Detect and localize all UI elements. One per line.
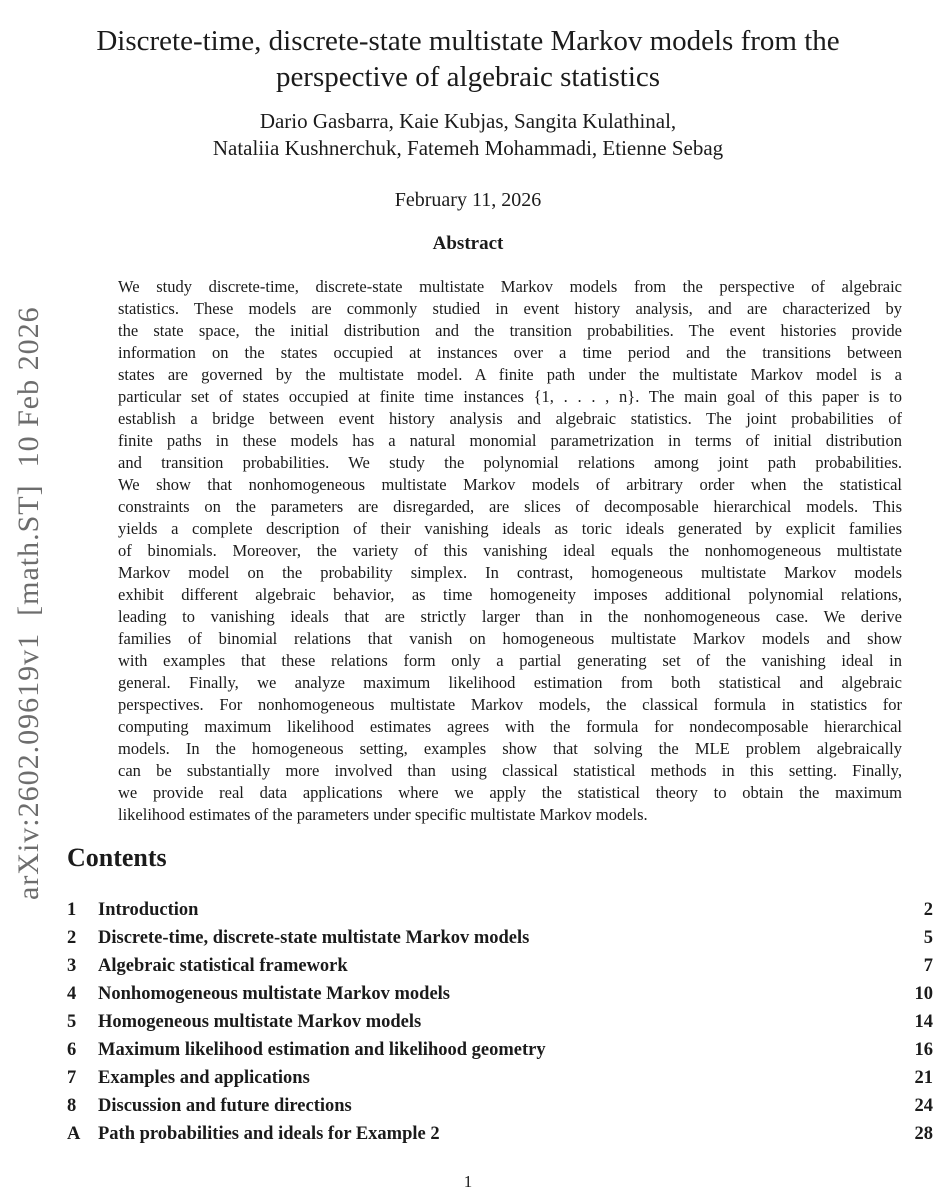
toc-entry-page: 16 — [914, 1040, 933, 1060]
toc-entry-number: 1 — [67, 900, 77, 920]
toc-entry — [67, 924, 933, 952]
abstract-line: can be substantially more involved than using classical statistical methods in this setting. Finally, — [118, 761, 902, 780]
toc-entry-title: Introduction — [98, 900, 199, 920]
abstract-line: yields a complete description of their vanishing ideals as toric ideals generated by explicit families — [118, 519, 902, 538]
paper-date: February 11, 2026 — [394, 189, 542, 211]
toc-entry — [67, 896, 933, 924]
abstract-line: with examples that these relations form only a partial generating set of the vanishing ideal in — [118, 651, 902, 670]
table-of-contents — [67, 896, 933, 1148]
paper-title-line: Discrete-time, discrete-state multistate Markov models from the — [96, 25, 840, 58]
abstract-line: Markov model on the probability simplex. In contrast, homogeneous multistate Markov models — [118, 563, 902, 582]
abstract-line: exhibit different algebraic behavior, as time homogeneity imposes additional polynomial relations, — [118, 585, 902, 604]
toc-entry-number: A — [67, 1124, 81, 1144]
toc-entry — [67, 1008, 933, 1036]
contents-heading: Contents — [67, 843, 167, 872]
toc-entry-page: 14 — [914, 1012, 933, 1032]
abstract-line: of binomials. Moreover, the variety of this vanishing ideal equals the nonhomogeneous multistate — [118, 541, 902, 560]
page-number: 1 — [463, 1172, 473, 1191]
toc-entry-page: 7 — [923, 956, 933, 976]
toc-entry-number: 3 — [67, 956, 77, 976]
abstract-line: computing maximum likelihood estimates agrees with the formula for nondecomposable hierarchical — [118, 717, 902, 736]
paper-title — [0, 23, 936, 95]
toc-entry-number: 5 — [67, 1012, 77, 1032]
abstract-line: finite paths in these models has a natural monomial parametrization in terms of initial distribution — [118, 431, 902, 450]
abstract-line: perspectives. For nonhomogeneous multistate Markov models, the classical formula in statistics for — [118, 695, 902, 714]
toc-entry-title: Examples and applications — [98, 1068, 310, 1088]
toc-entry-page: 24 — [914, 1096, 933, 1116]
abstract-line: families of binomial relations that vanish on homogeneous multistate Markov models and show — [118, 629, 902, 648]
abstract-line: We show that nonhomogeneous multistate Markov models of arbitrary order when the statistical — [118, 475, 902, 494]
toc-entry — [67, 1036, 933, 1064]
paper-author-line: Dario Gasbarra, Kaie Kubjas, Sangita Kulathinal, — [259, 109, 677, 133]
toc-entry-title: Nonhomogeneous multistate Markov models — [98, 984, 451, 1004]
toc-entry-page: 21 — [914, 1068, 933, 1088]
toc-entry-title: Path probabilities and ideals for Example 2 — [98, 1124, 440, 1144]
toc-entry-page: 5 — [923, 928, 933, 948]
abstract-line: information on the states occupied at instances over a time period and the transitions between — [118, 343, 902, 362]
abstract-line: constraints on the parameters are disregarded, are slices of decomposable hierarchical models. This — [118, 497, 902, 516]
toc-entry-number: 4 — [67, 984, 77, 1004]
toc-entry — [67, 1092, 933, 1120]
toc-entry-title: Discrete-time, discrete-state multistate Markov models — [98, 928, 530, 948]
toc-entry-page: 10 — [914, 984, 933, 1004]
paper-author-line: Nataliia Kushnerchuk, Fatemeh Mohammadi, Etienne Sebag — [212, 136, 724, 160]
abstract-line: statistics. These models are commonly studied in event history analysis, and are characterized by — [118, 299, 902, 318]
toc-entry — [67, 980, 933, 1008]
abstract-line: we provide real data applications where we apply the statistical theory to obtain the maximum — [118, 783, 902, 802]
toc-entry-page: 2 — [923, 900, 933, 920]
abstract-line: leading to vanishing ideals that are strictly larger than in the nonhomogeneous case. We derive — [118, 607, 902, 626]
toc-entry-number: 2 — [67, 928, 77, 948]
abstract-text — [118, 276, 902, 826]
abstract-line: We study discrete-time, discrete-state multistate Markov models from the perspective of algebraic — [118, 277, 902, 296]
toc-entry-number: 7 — [67, 1068, 77, 1088]
toc-entry-number: 6 — [67, 1040, 77, 1060]
abstract-line: the state space, the initial distribution and the transition probabilities. The event histories provide — [118, 321, 902, 340]
abstract-heading: Abstract — [432, 233, 504, 254]
toc-entry — [67, 952, 933, 980]
toc-entry-page: 28 — [914, 1124, 933, 1144]
toc-entry-number: 8 — [67, 1096, 77, 1116]
toc-entry-title: Maximum likelihood estimation and likelihood geometry — [98, 1040, 546, 1060]
paper-authors — [0, 108, 936, 162]
toc-entry — [67, 1120, 933, 1148]
toc-entry-title: Homogeneous multistate Markov models — [98, 1012, 422, 1032]
abstract-line: establish a bridge between event history analysis and algebraic statistics. The joint probabilities of — [118, 409, 902, 428]
abstract-line: states are governed by the multistate model. A finite path under the multistate Markov model is a — [118, 365, 902, 384]
abstract-line: likelihood estimates of the parameters under specific multistate Markov models. — [118, 805, 648, 824]
paper-title-line: perspective of algebraic statistics — [275, 61, 661, 94]
abstract-line: models. In the homogeneous setting, examples show that solving the MLE problem algebraically — [118, 739, 902, 758]
arxiv-watermark: arXiv:2602.09619v1 [math.ST] 10 Feb 2026 — [12, 306, 45, 900]
abstract-line: particular set of states occupied at finite time instances {1, . . . , n}. The main goal of this paper is to — [118, 387, 902, 406]
toc-entry — [67, 1064, 933, 1092]
toc-entry-title: Algebraic statistical framework — [98, 956, 348, 976]
abstract-line: and transition probabilities. We study the polynomial relations among joint path probabilities. — [118, 453, 902, 472]
abstract-line: general. Finally, we analyze maximum likelihood estimation from both statistical and algebraic — [118, 673, 902, 692]
toc-entry-title: Discussion and future directions — [98, 1096, 352, 1116]
